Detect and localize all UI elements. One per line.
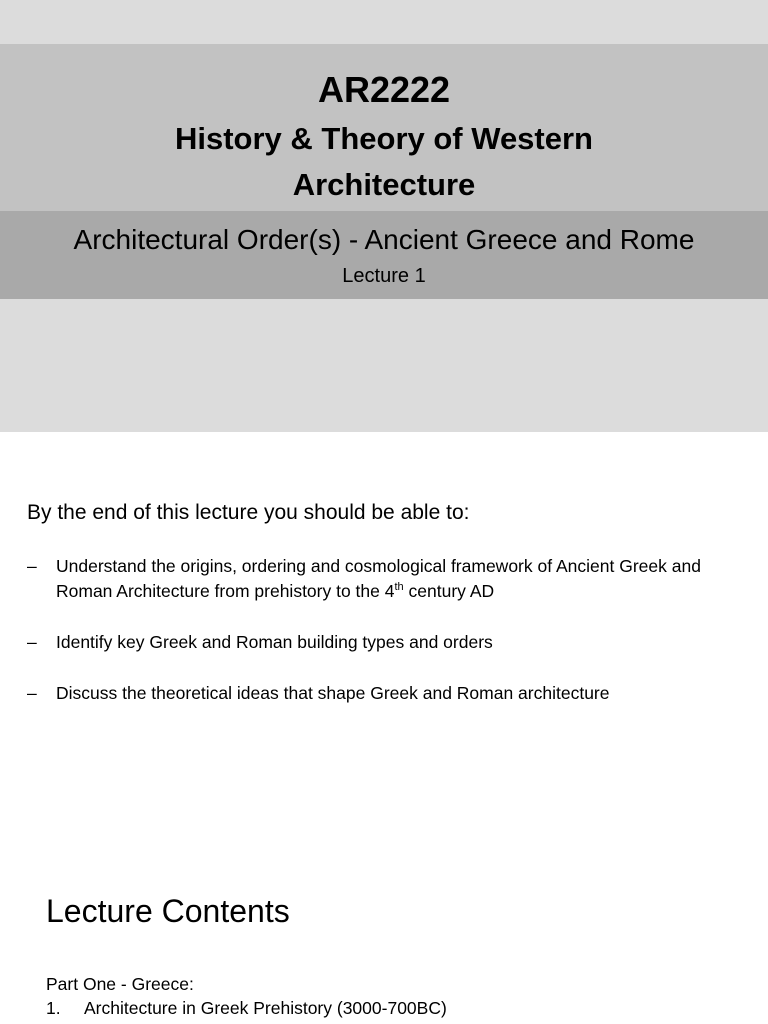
objective-text: Understand the origins, ordering and cosmological framework of Ancient Greek and Roman Architecture from prehistory to the 4 [56, 556, 701, 601]
objectives-slide [0, 432, 768, 864]
lecture-topic: Architectural Order(s) - Ancient Greece and Rome [73, 224, 695, 255]
bullet-dash: – [27, 556, 37, 576]
objective-item [27, 681, 747, 706]
objective-item [27, 630, 747, 655]
contents-item-number: 1. [46, 998, 61, 1018]
contents-heading: Lecture Contents [46, 893, 290, 929]
bullet-dash: – [27, 683, 37, 703]
objective-text: Identify key Greek and Roman building types and orders [56, 632, 493, 652]
objective-text-end: century AD [403, 581, 495, 601]
course-code: AR2222 [317, 69, 451, 110]
contents-list [46, 996, 746, 1020]
objective-superscript: th [394, 581, 404, 594]
part-heading: Part One - Greece: [46, 974, 194, 994]
contents-slide [0, 864, 768, 1024]
bullet-dash: – [27, 632, 37, 652]
lecture-number: Lecture 1 [342, 265, 426, 287]
objectives-list [27, 554, 747, 732]
title-slide [0, 0, 768, 432]
objective-item [27, 554, 747, 604]
contents-item-text: Architecture in Greek Prehistory (3000-700BC) [84, 998, 447, 1018]
contents-item [46, 996, 746, 1020]
objective-text: Discuss the theoretical ideas that shape Greek and Roman architecture [56, 683, 610, 703]
objectives-heading: By the end of this lecture you should be able to: [27, 501, 470, 524]
course-title: History & Theory of Western Architecture [174, 121, 593, 202]
